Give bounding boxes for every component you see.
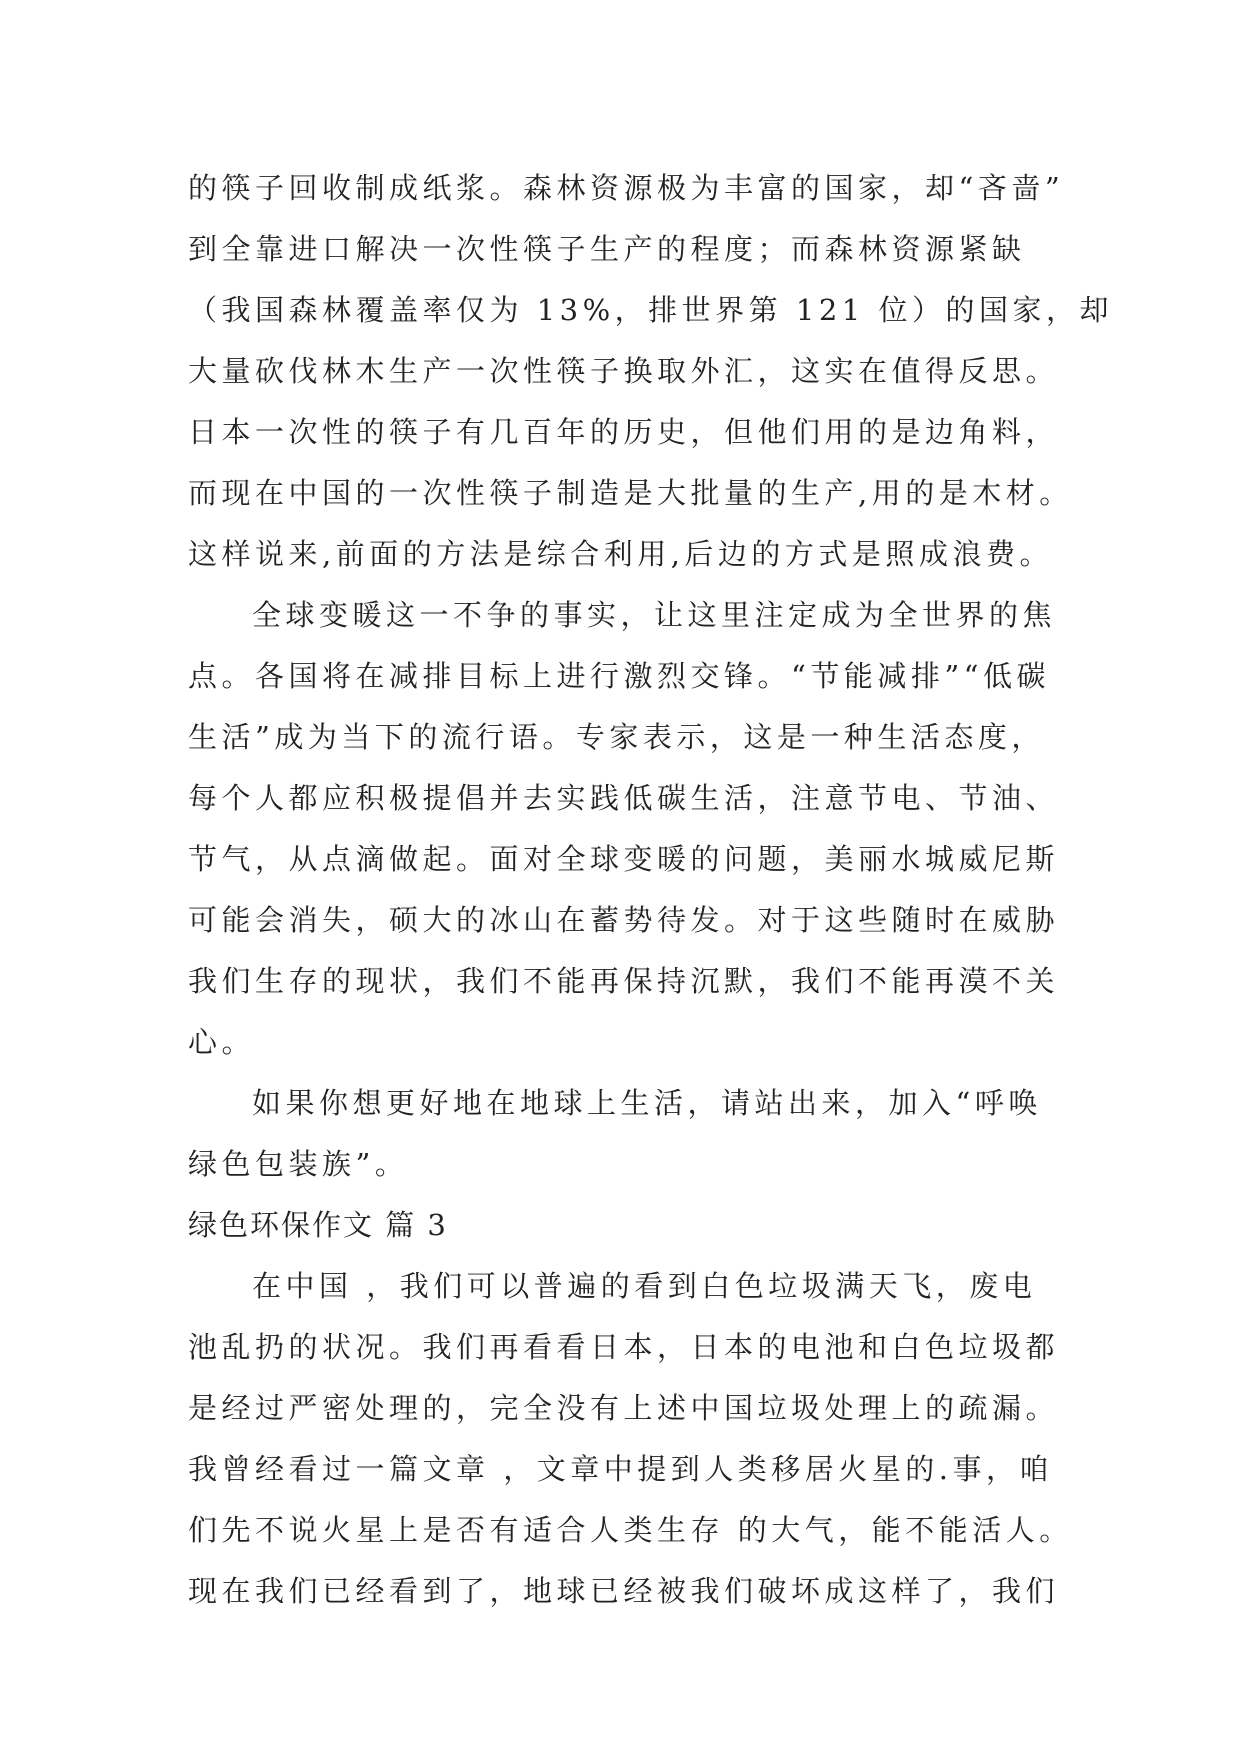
text-line: （我国森林覆盖率仅为 13%，排世界第 121 位）的国家，却 [188,293,1113,327]
text-line: 池乱扔的状况。我们再看看日本，日本的电池和白色垃圾都 [188,1330,1060,1364]
text-line: 节气，从点滴做起。面对全球变暖的问题，美丽水城威尼斯 [188,842,1060,876]
text-line: 是经过严密处理的，完全没有上述中国垃圾处理上的疏漏。 [188,1391,1060,1425]
text-line: 大量砍伐林木生产一次性筷子换取外汇，这实在值得反思。 [188,354,1060,388]
text-line: 我曾经看过一篇文章 ，文章中提到人类移居火星的.事，咱 [188,1452,1053,1486]
text-line: 我们生存的现状，我们不能再保持沉默，我们不能再漠不关 [188,964,1060,998]
text-line: 现在我们已经看到了，地球已经被我们破坏成这样了，我们 [188,1574,1060,1608]
text-line: 的筷子回收制成纸浆。森林资源极为丰富的国家，却“吝啬” [188,171,1065,205]
text-line: 日本一次性的筷子有几百年的历史，但他们用的是边角料， [188,415,1060,449]
section-heading: 绿色环保作文 篇 3 [188,1208,448,1242]
paragraph-first-line: 在中国 ，我们可以普遍的看到白色垃圾满天飞，废电 [252,1269,1037,1303]
text-line: 点。各国将在减排目标上进行激烈交锋。“节能减排”“低碳 [188,659,1050,693]
text-line: 而现在中国的一次性筷子制造是大批量的生产,用的是木材。 [188,476,1073,510]
text-line: 每个人都应积极提倡并去实践低碳生活，注意节电、节油、 [188,781,1060,815]
paragraph-first-line: 全球变暖这一不争的事实，让这里注定成为全世界的焦 [252,598,1057,632]
paragraph-first-line: 如果你想更好地在地球上生活，请站出来，加入“呼唤 [252,1086,1042,1120]
text-line: 心。 [188,1025,256,1059]
text-line: 到全靠进口解决一次性筷子生产的程度；而森林资源紧缺 [188,232,1026,266]
text-column [188,158,1113,1622]
text-line: 可能会消失，硕大的冰山在蓄势待发。对于这些随时在威胁 [188,903,1060,937]
text-line: 们先不说火星上是否有适合人类生存 的大气，能不能活人。 [188,1513,1073,1547]
text-line: 生活”成为当下的流行语。专家表示，这是一种生活态度， [188,720,1045,754]
text-line: 绿色包装族”。 [188,1147,409,1181]
text-line: 这样说来,前面的方法是综合利用,后边的方式是照成浪费。 [188,537,1053,571]
